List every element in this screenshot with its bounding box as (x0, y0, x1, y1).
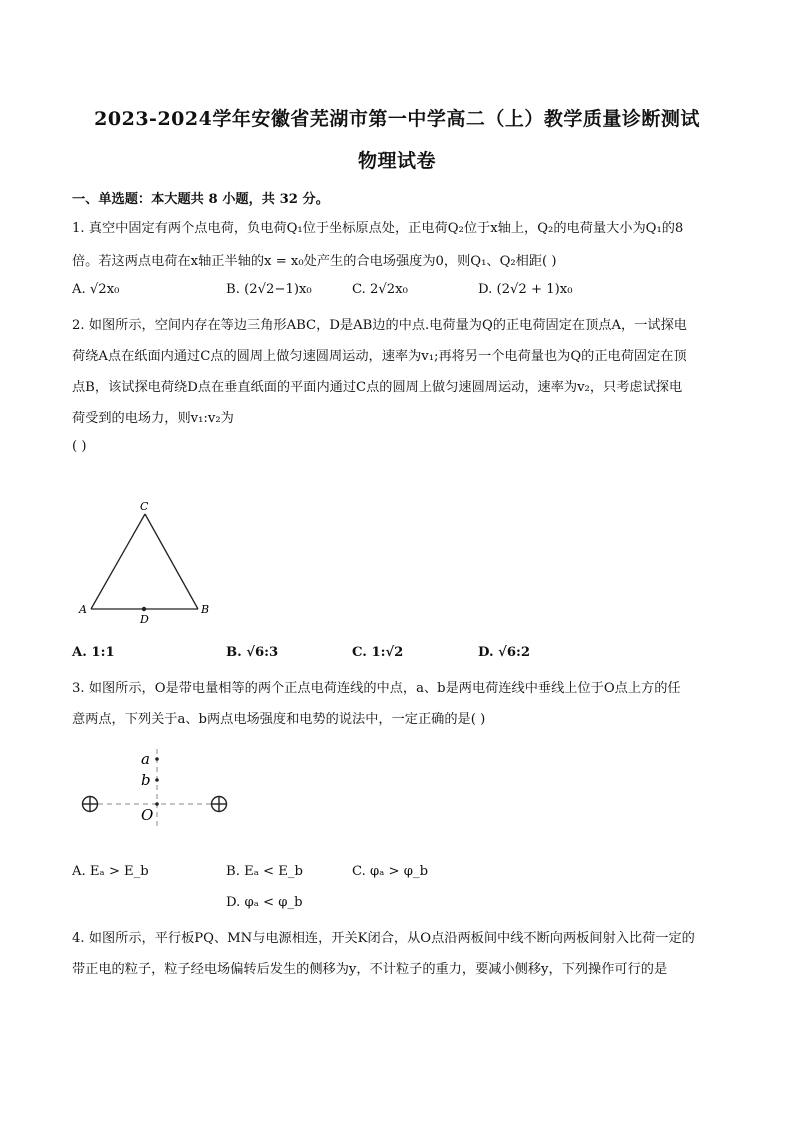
section-heading: 一、单选题：本大题共 8 小题，共 32 分。 (72, 192, 329, 207)
q2-line-5: ( ) (72, 439, 87, 454)
q2-triangle-figure (70, 495, 230, 630)
q4-line-2: 带正电的粒子，粒子经电场偏转后发生的侧移为y，不计粒子的重力，要减小侧移y，下列操作可行的是 (72, 962, 668, 977)
q3-option-b: B. Eₐ < E_b (226, 864, 303, 879)
point-b-dot (155, 778, 159, 782)
q3-option-a: A. Eₐ > E_b (72, 864, 149, 879)
q4-line-1: 4. 如图所示，平行板PQ、MN与电源相连，开关K闭合，从O点沿两板间中线不断向两板间射入比荷一定的 (72, 931, 695, 946)
q1-option-c: C. 2√2x₀ (352, 282, 408, 297)
q3-charges-figure (75, 745, 235, 830)
q2-option-b: B. √6:3 (226, 645, 279, 660)
q2-line-4: 荷受到的电场力，则v₁:v₂为 (72, 411, 234, 426)
label-c: C (140, 500, 149, 513)
label-a: A (79, 603, 87, 616)
q3-option-c: C. φₐ > φ_b (352, 864, 429, 879)
exam-subtitle: 物理试卷 (357, 150, 436, 172)
q1-option-a: A. √2x₀ (72, 282, 120, 297)
triangle-side-cb (145, 514, 198, 609)
q2-option-a: A. 1:1 (72, 645, 115, 660)
q3-line-1: 3. 如图所示，O是带电量相等的两个正点电荷连线的中点，a、b是两电荷连线中垂线上位于O点上方的任 (72, 681, 681, 696)
q1-option-b: B. (2√2−1)x₀ (226, 282, 312, 297)
q2-line-2: 荷绕A点在纸面内通过C点的圆周上做匀速圆周运动，速率为v₁;再将另一个电荷量也为Q的正电荷固定在顶 (72, 349, 687, 364)
point-d-dot (142, 607, 146, 611)
label-d: D (140, 613, 149, 626)
label-o: O (141, 806, 154, 824)
q3-option-d: D. φₐ < φ_b (226, 895, 303, 910)
q2-line-3: 点B，该试探电荷绕D点在垂直纸面的平面内通过C点的圆周上做匀速圆周运动，速率为v₂，只考虑试探电 (72, 380, 683, 395)
point-a-dot (155, 757, 159, 761)
q2-option-d: D. √6:2 (478, 645, 531, 660)
q1-line-2: 倍。若这两点电荷在x轴正半轴的x = x₀处产生的合电场强度为0，则Q₁、Q₂相距( ) (72, 254, 557, 269)
q2-line-1: 2. 如图所示，空间内存在等边三角形ABC，D是AB边的中点.电荷量为Q的正电荷固定在顶点A，一试探电 (72, 318, 687, 333)
q1-line-1: 1. 真空中固定有两个点电荷，负电荷Q₁位于坐标原点处，正电荷Q₂位于x轴上，Q₂的电荷量大小为Q₁的8 (72, 221, 684, 236)
label-b: B (201, 603, 210, 616)
q2-option-c: C. 1:√2 (352, 645, 404, 660)
label-b: b (141, 771, 151, 789)
exam-title: 2023-2024学年安徽省芜湖市第一中学高二（上）教学质量诊断测试 (94, 108, 700, 130)
q3-line-2: 意两点，下列关于a、b两点电场强度和电势的说法中，一定正确的是( ) (72, 712, 486, 727)
triangle-side-ac (91, 514, 145, 609)
point-o-dot (155, 802, 159, 806)
label-a: a (141, 750, 150, 768)
q1-option-d: D. (2√2 + 1)x₀ (478, 282, 573, 297)
